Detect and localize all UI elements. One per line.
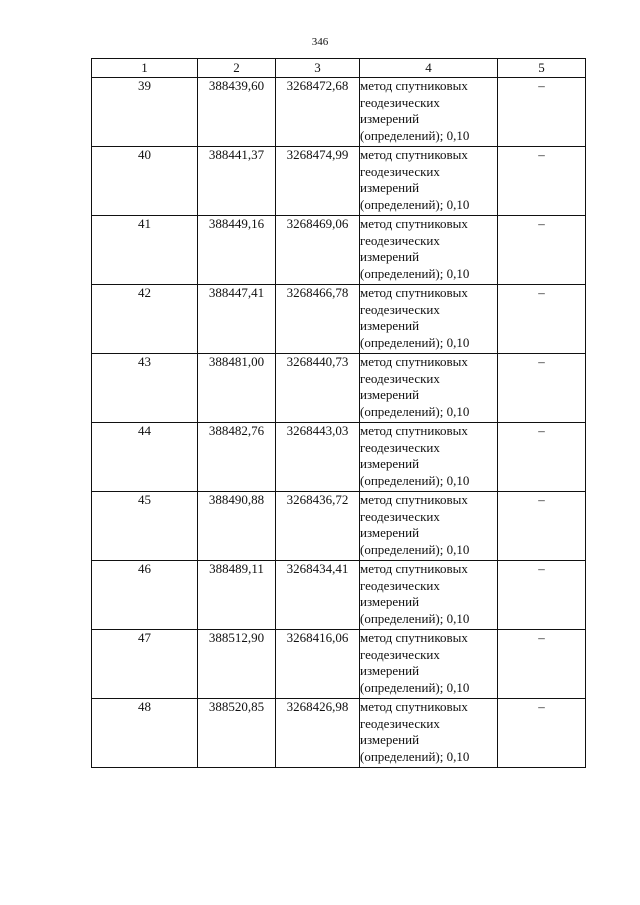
x-coordinate-cell: 388481,00	[198, 354, 276, 423]
table-row	[92, 78, 586, 147]
y-coordinate-cell: 3268436,72	[276, 492, 360, 561]
point-number-cell: 43	[92, 354, 198, 423]
method-line: (определений); 0,10	[360, 748, 470, 764]
note-cell: –	[498, 78, 586, 147]
y-coordinate-cell: 3268426,98	[276, 699, 360, 768]
method-line: (определений); 0,10	[360, 610, 470, 626]
method-line: метод спутниковых	[360, 78, 468, 93]
point-number-cell: 47	[92, 630, 198, 699]
header-cell-4: 4	[360, 59, 498, 78]
method-line: геодезических	[360, 94, 440, 110]
method-line: измерений	[360, 663, 420, 678]
method-line: метод спутниковых	[360, 354, 468, 369]
table-row	[92, 630, 586, 699]
point-number-cell: 41	[92, 216, 198, 285]
method-line: геодезических	[360, 577, 440, 593]
method-line: метод спутниковых	[360, 561, 468, 576]
method-line: (определений); 0,10	[360, 472, 470, 488]
method-cell	[360, 630, 498, 699]
point-number-cell: 39	[92, 78, 198, 147]
method-line: (определений); 0,10	[360, 196, 470, 212]
method-line: (определений); 0,10	[360, 679, 470, 695]
y-coordinate-cell: 3268472,68	[276, 78, 360, 147]
point-number-cell: 46	[92, 561, 198, 630]
method-line: (определений); 0,10	[360, 127, 470, 143]
method-line: геодезических	[360, 439, 440, 455]
method-line: геодезических	[360, 646, 440, 662]
x-coordinate-cell: 388520,85	[198, 699, 276, 768]
point-number-cell: 45	[92, 492, 198, 561]
note-cell: –	[498, 699, 586, 768]
method-line: измерений	[360, 525, 420, 540]
table-row	[92, 423, 586, 492]
y-coordinate-cell: 3268443,03	[276, 423, 360, 492]
y-coordinate-cell: 3268469,06	[276, 216, 360, 285]
method-line: метод спутниковых	[360, 492, 468, 507]
table-row	[92, 216, 586, 285]
table-body	[92, 78, 586, 768]
point-number-cell: 42	[92, 285, 198, 354]
x-coordinate-cell: 388489,11	[198, 561, 276, 630]
method-line: (определений); 0,10	[360, 265, 470, 281]
header-cell-3: 3	[276, 59, 360, 78]
method-cell	[360, 699, 498, 768]
header-row	[92, 59, 586, 78]
table-row	[92, 354, 586, 423]
table-header	[92, 59, 586, 78]
point-number-cell: 40	[92, 147, 198, 216]
y-coordinate-cell: 3268416,06	[276, 630, 360, 699]
note-cell: –	[498, 561, 586, 630]
method-line: геодезических	[360, 715, 440, 731]
header-cell-2: 2	[198, 59, 276, 78]
method-line: измерений	[360, 249, 420, 264]
x-coordinate-cell: 388482,76	[198, 423, 276, 492]
method-line: геодезических	[360, 301, 440, 317]
method-line: геодезических	[360, 508, 440, 524]
table-row	[92, 147, 586, 216]
method-cell	[360, 423, 498, 492]
header-cell-1: 1	[92, 59, 198, 78]
method-cell	[360, 147, 498, 216]
table-row	[92, 699, 586, 768]
method-cell	[360, 78, 498, 147]
note-cell: –	[498, 630, 586, 699]
method-line: геодезических	[360, 370, 440, 386]
note-cell: –	[498, 216, 586, 285]
method-line: геодезических	[360, 163, 440, 179]
method-line: (определений); 0,10	[360, 403, 470, 419]
x-coordinate-cell: 388441,37	[198, 147, 276, 216]
method-line: измерений	[360, 387, 420, 402]
method-line: метод спутниковых	[360, 216, 468, 231]
y-coordinate-cell: 3268466,78	[276, 285, 360, 354]
header-cell-5: 5	[498, 59, 586, 78]
note-cell: –	[498, 354, 586, 423]
method-cell	[360, 561, 498, 630]
note-cell: –	[498, 285, 586, 354]
y-coordinate-cell: 3268474,99	[276, 147, 360, 216]
method-line: измерений	[360, 180, 420, 195]
method-cell	[360, 354, 498, 423]
x-coordinate-cell: 388512,90	[198, 630, 276, 699]
method-line: (определений); 0,10	[360, 541, 470, 557]
method-cell	[360, 285, 498, 354]
page-number: 346	[311, 36, 329, 48]
method-line: (определений); 0,10	[360, 334, 470, 350]
method-line: измерений	[360, 318, 420, 333]
point-number-cell: 44	[92, 423, 198, 492]
method-cell	[360, 492, 498, 561]
x-coordinate-cell: 388447,41	[198, 285, 276, 354]
y-coordinate-cell: 3268434,41	[276, 561, 360, 630]
method-cell	[360, 216, 498, 285]
method-line: измерений	[360, 111, 420, 126]
table-row	[92, 561, 586, 630]
method-line: измерений	[360, 594, 420, 609]
x-coordinate-cell: 388439,60	[198, 78, 276, 147]
method-line: метод спутниковых	[360, 285, 468, 300]
table-row	[92, 492, 586, 561]
method-line: метод спутниковых	[360, 630, 468, 645]
point-number-cell: 48	[92, 699, 198, 768]
note-cell: –	[498, 492, 586, 561]
y-coordinate-cell: 3268440,73	[276, 354, 360, 423]
method-line: метод спутниковых	[360, 147, 468, 162]
note-cell: –	[498, 423, 586, 492]
x-coordinate-cell: 388449,16	[198, 216, 276, 285]
x-coordinate-cell: 388490,88	[198, 492, 276, 561]
method-line: измерений	[360, 456, 420, 471]
note-cell: –	[498, 147, 586, 216]
method-line: измерений	[360, 732, 420, 747]
table-row	[92, 285, 586, 354]
method-line: метод спутниковых	[360, 699, 468, 714]
coordinates-table	[91, 58, 586, 768]
method-line: геодезических	[360, 232, 440, 248]
method-line: метод спутниковых	[360, 423, 468, 438]
